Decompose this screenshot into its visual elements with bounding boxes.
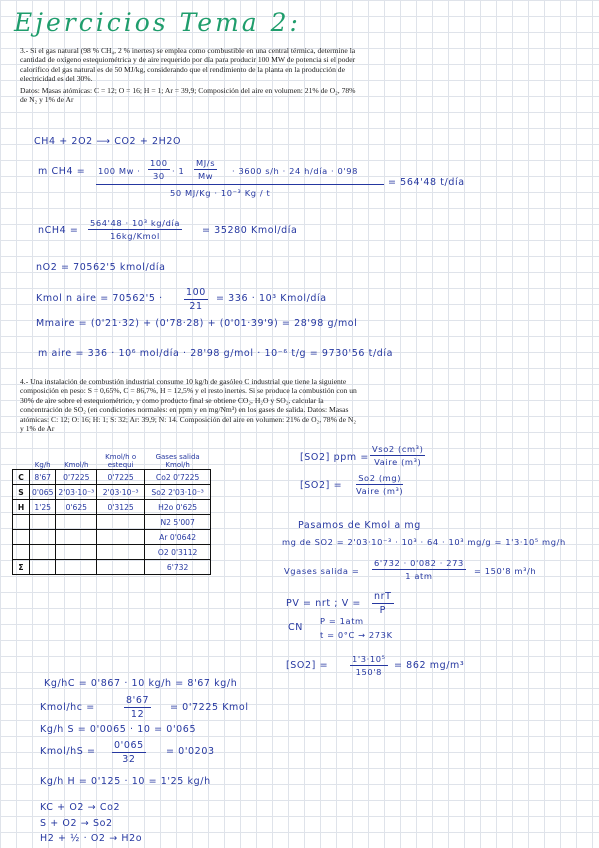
cell-kgh <box>30 560 56 575</box>
n-ch4-fraction <box>88 218 182 241</box>
cell-gas: Ar 0'0642 <box>145 530 211 545</box>
header-gases: Gases salida Kmol/h <box>145 445 211 470</box>
kmolh-sulfur-fraction <box>112 740 146 765</box>
problem-4-statement: 4.- Una instalación de combustión industrial consume 10 kg/h de gasóleo C industrial que tiene la siguiente composición en peso: S = 0,65%, C = 86,7%, H = 12,5% y el resto inertes. Si se produce la combustión con un 30% de aire sobre el estequiométrico, y como producto final se obtiene CO₂, H₂O y SO₂, calcular la concentración de SO₂ (en condiciones normales: en ppm y en mg/Nm³) en los gases de salida. Datos: Masas atómicas: C: 12; O: 16; H: 1; S: 32; Ar: 39,9; N: 14. Composición del aire en volumen: 21% de O₂, 78% de N₂ y 1% de Ar <box>20 377 357 434</box>
ppm-num: Vso2 (cm³) <box>372 444 424 454</box>
kmol-aire-den: 21 <box>189 301 203 312</box>
cell-gas: So2 2'03·10⁻³ <box>145 485 211 500</box>
ideal-gas-den: P <box>379 605 386 616</box>
cell-kmolh <box>56 530 97 545</box>
mg-so2-conversion: mg de SO2 = 2'03·10⁻³ · 10³ · 64 · 10³ mg/g = 1'3·10⁵ mg/h <box>282 537 566 547</box>
cell-gas: 6'732 <box>145 560 211 575</box>
n-o2-line: nO2 = 70562'5 kmol/día <box>36 262 166 273</box>
molar-mass-air: Mmaire = (0'21·32) + (0'78·28) + (0'01·39'9) = 28'98 g/mol <box>36 318 358 329</box>
final-conc-fraction <box>350 654 388 677</box>
ppm-den: Vaire (m³) <box>374 457 422 467</box>
reaction-hydrogen: H2 + ½ · O2 → H2o <box>40 833 143 844</box>
ideal-gas-line: PV = nrt ; V = <box>286 598 361 609</box>
table-row <box>13 530 211 545</box>
n-ch4-label: nCH4 = <box>38 225 79 236</box>
problem-3-data: Datos: Masas atómicas: C = 12; O = 16; H = 1; Ar = 39,9; Composición del aire en volumen: 21% de O₂, 78% de N₂ y 1% de Ar <box>20 86 356 105</box>
cn-label: CN <box>288 622 303 633</box>
row-label: S <box>13 485 30 500</box>
table-row <box>13 485 211 500</box>
kmol-aire-num: 100 <box>186 287 206 298</box>
cell-esteq <box>97 530 145 545</box>
cell-gas: O2 0'3112 <box>145 545 211 560</box>
kmolh-carbon-num: 8'67 <box>126 695 150 706</box>
n-ch4-num: 564'48 · 10³ kg/día <box>90 218 181 228</box>
vgases-result: = 150'8 m³/h <box>474 566 537 576</box>
reaction-sulfur: S + O2 → So2 <box>40 818 113 829</box>
ppm-fraction <box>370 444 425 467</box>
cell-kmolh: 2'03·10⁻³ <box>56 485 97 500</box>
final-conc-num: 1'3·10⁵ <box>352 654 386 664</box>
ideal-gas-fraction <box>372 591 394 616</box>
table-row <box>13 470 211 485</box>
n-ch4-den: 16kg/Kmol <box>110 231 160 241</box>
page-title: Ejercicios Tema 2: <box>14 8 301 37</box>
mjs-num: MJ/s <box>196 158 216 168</box>
vgases-fraction <box>372 558 466 581</box>
kmolh-carbon-result: = 0'7225 Kmol <box>170 702 249 713</box>
cell-kgh <box>30 530 56 545</box>
kgh-carbon: Kg/hC = 0'867 · 10 kg/h = 8'67 kg/h <box>44 678 238 689</box>
cell-esteq: 0'7225 <box>97 470 145 485</box>
kmolh-carbon-fraction <box>124 695 151 720</box>
kmol-aire-label: Kmol n aire = 70562'5 · <box>36 293 163 304</box>
table-row <box>13 500 211 515</box>
cell-kmolh: 0'625 <box>56 500 97 515</box>
cell-kgh: 0'065 <box>30 485 56 500</box>
vgases-num: 6'732 · 0'082 · 273 <box>374 558 464 568</box>
kgh-sulfur: Kg/h S = 0'0065 · 10 = 0'065 <box>40 724 197 735</box>
cell-gas: Co2 0'7225 <box>145 470 211 485</box>
kgh-hydrogen: Kg/h H = 0'125 · 10 = 1'25 kg/h <box>40 776 211 787</box>
m-ch4-term-g: · 3600 s/h · 24 h/día · 0'98 <box>232 166 359 176</box>
kmol-aire-fraction <box>184 287 208 312</box>
reaction-carbon: KC + O2 → Co2 <box>40 802 121 813</box>
final-conc-result: = 862 mg/m³ <box>394 660 465 671</box>
cell-kmolh: 0'7225 <box>56 470 97 485</box>
cell-esteq <box>97 545 145 560</box>
cell-gas: H2o 0'625 <box>145 500 211 515</box>
header-kgh: Kg/h <box>30 445 56 470</box>
header-kmolh: Kmol/h <box>56 445 97 470</box>
cell-gas: N2 5'007 <box>145 515 211 530</box>
cell-esteq <box>97 560 145 575</box>
cell-kgh: 8'67 <box>30 470 56 485</box>
row-label <box>13 545 30 560</box>
efficiency-num: 100 <box>150 158 168 168</box>
cell-esteq <box>97 515 145 530</box>
table-row <box>13 560 211 575</box>
header-esteq: Kmol/h o estequi <box>97 445 145 470</box>
mass-air-line: m aire = 336 · 10⁶ mol/día · 28'98 g/mol · 10⁻⁶ t/g = 9730'56 t/día <box>38 348 394 359</box>
mjs-den: Mw <box>197 171 214 181</box>
mjs-fraction <box>194 158 217 181</box>
ppm-label: [SO2] ppm = <box>300 452 369 463</box>
table-row <box>13 515 211 530</box>
mg-den: Vaire (m³) <box>356 486 404 496</box>
header-label <box>13 445 30 470</box>
ideal-gas-num: nrT <box>374 591 392 602</box>
cell-kmolh <box>56 560 97 575</box>
pasamos-line: Pasamos de Kmol a mg <box>298 520 421 531</box>
cell-kgh: 1'25 <box>30 500 56 515</box>
m-ch4-term-a: 100 Mw · <box>98 166 141 176</box>
cn-pressure: P = 1atm <box>320 616 364 626</box>
table-header-row <box>13 445 211 470</box>
reaction-ch4: CH4 + 2O2 ⟶ CO2 + 2H2O <box>34 136 182 147</box>
problem-3-statement: 3.- Si el gas natural (98 % CH₄, 2 % inertes) se emplea como combustible en una central térmica, determine la cantidad de oxígeno estequiométrica y de aire requerido por día para producir 100 MW de potencia si el poder calorífico del gas natural es de 50 MJ/kg, considerando que el rendimiento de la planta en la producción de electricidad es del 30%. <box>20 46 356 84</box>
mg-label: [SO2] = <box>300 480 343 491</box>
m-ch4-term-d: · 1 <box>172 166 185 176</box>
cn-temperature: t = 0°C → 273K <box>320 630 393 640</box>
kmolh-sulfur-label: Kmol/hS = <box>40 746 96 757</box>
n-ch4-result: = 35280 Kmol/día <box>202 225 298 236</box>
efficiency-fraction <box>148 158 170 181</box>
kmolh-sulfur-result: = 0'0203 <box>166 746 215 757</box>
row-label <box>13 530 30 545</box>
m-ch4-result: = 564'48 t/día <box>388 177 465 188</box>
cell-kgh <box>30 545 56 560</box>
final-conc-label: [SO2] = <box>286 660 329 671</box>
m-ch4-label: m CH4 = <box>38 166 86 177</box>
row-label: C <box>13 470 30 485</box>
row-label: Σ <box>13 560 30 575</box>
m-ch4-fraction-bar <box>96 184 384 185</box>
vgases-den: 1 atm <box>405 571 433 581</box>
row-label: H <box>13 500 30 515</box>
kmol-aire-result: = 336 · 10³ Kmol/día <box>216 293 327 304</box>
table-row <box>13 545 211 560</box>
balance-table <box>12 445 211 575</box>
row-label <box>13 515 30 530</box>
cell-esteq: 0'3125 <box>97 500 145 515</box>
m-ch4-denominator: 50 MJ/Kg · 10⁻³ Kg / t <box>170 188 271 198</box>
kmolh-sulfur-num: 0'065 <box>114 740 144 751</box>
kmolh-carbon-label: Kmol/hc = <box>40 702 95 713</box>
cell-kmolh <box>56 515 97 530</box>
kmolh-sulfur-den: 32 <box>122 754 136 765</box>
cell-kgh <box>30 515 56 530</box>
cell-esteq: 2'03·10⁻³ <box>97 485 145 500</box>
mg-num: So2 (mg) <box>356 473 403 485</box>
efficiency-den: 30 <box>152 171 165 181</box>
vgases-label: Vgases salida = <box>284 566 360 576</box>
kmolh-carbon-den: 12 <box>130 709 145 720</box>
mg-fraction <box>356 473 403 496</box>
final-conc-den: 150'8 <box>355 667 382 677</box>
cell-kmolh <box>56 545 97 560</box>
